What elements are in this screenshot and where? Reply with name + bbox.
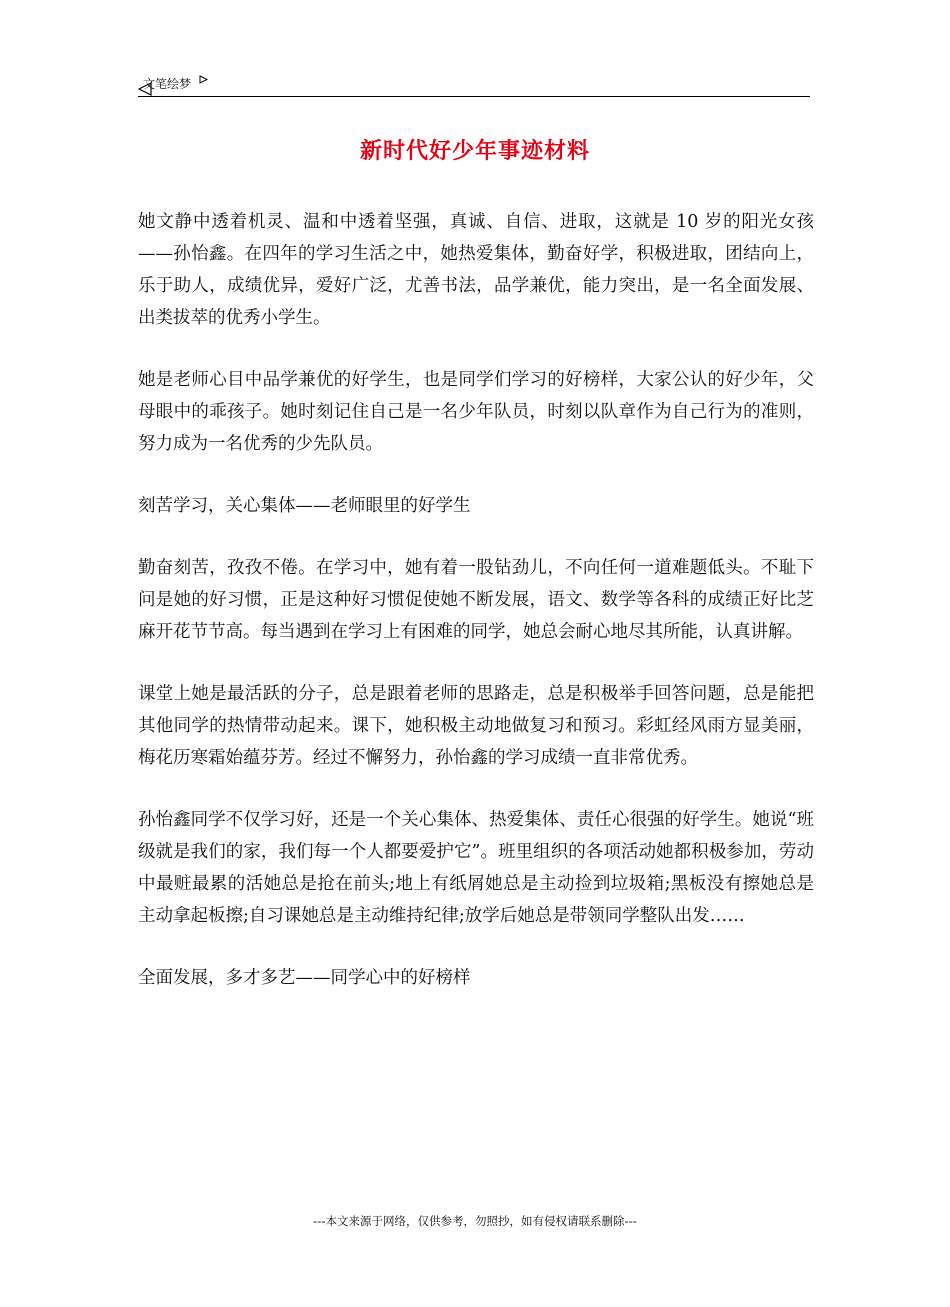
triangle-right-icon	[199, 73, 208, 87]
section-heading-study: 刻苦学习，关心集体——老师眼里的好学生	[138, 496, 471, 516]
paragraph-role-model: 她是老师心目中品学兼优的好学生，也是同学们学习的好榜样，大家公认的好少年，父母眼中的乖孩子。她时刻记住自己是一名少年队员，时刻以队章作为自己行为的准则，努力成为一名优秀的少先队员。	[138, 370, 814, 454]
paragraph-classroom: 课堂上她是最活跃的分子，总是跟着老师的思路走，总是积极举手回答问题，总是能把其他同学的热情带动起来。课下，她积极主动地做复习和预习。彩虹经风雨方显美丽，梅花历寒霜始蕴芬芳。经过不懈努力，孙怡鑫的学习成绩一直非常优秀。	[138, 684, 814, 768]
paragraph-diligence: 勤奋刻苦，孜孜不倦。在学习中，她有着一股钻劲儿，不向任何一道难题低头。不耻下问是她的好习惯，正是这种好习惯促使她不断发展，语文、数学等各科的成绩正好比芝麻开花节节高。每当遇到在学习上有困难的同学，她总会耐心地尽其所能，认真讲解。	[138, 558, 814, 642]
document-title: 新时代好少年事迹材料	[359, 139, 590, 164]
page-header	[138, 70, 810, 97]
section-heading-development: 全面发展，多才多艺——同学心中的好榜样	[138, 968, 471, 988]
paragraph-collective: 孙怡鑫同学不仅学习好，还是一个关心集体、热爱集体、责任心很强的好学生。她说“班级就是我们的家，我们每一个人都要爱护它”。班里组织的各项活动她都积极参加，劳动中最赃最累的活她总是抢在前头;地上有纸屑她总是主动捡到垃圾箱;黑板没有擦她总是主动拿起板擦;自习课她总是主动维持纪律;放学后她总是带领同学整队出发……	[138, 810, 814, 926]
header-brand: 文笔绘梦	[143, 76, 192, 91]
document-body	[138, 206, 814, 1024]
page-footer: ---本文来源于网络，仅供参考，勿照抄，如有侵权请联系删除---	[313, 1214, 637, 1228]
paragraph-intro: 她文静中透着机灵、温和中透着坚强，真诚、自信、进取，这就是 10 岁的阳光女孩——孙怡鑫。在四年的学习生活之中，她热爱集体，勤奋好学，积极进取，团结向上，乐于助人，成绩优异，爱好广泛，尤善书法，品学兼优，能力突出，是一名全面发展、出类拔萃的优秀小学生。	[138, 212, 814, 328]
